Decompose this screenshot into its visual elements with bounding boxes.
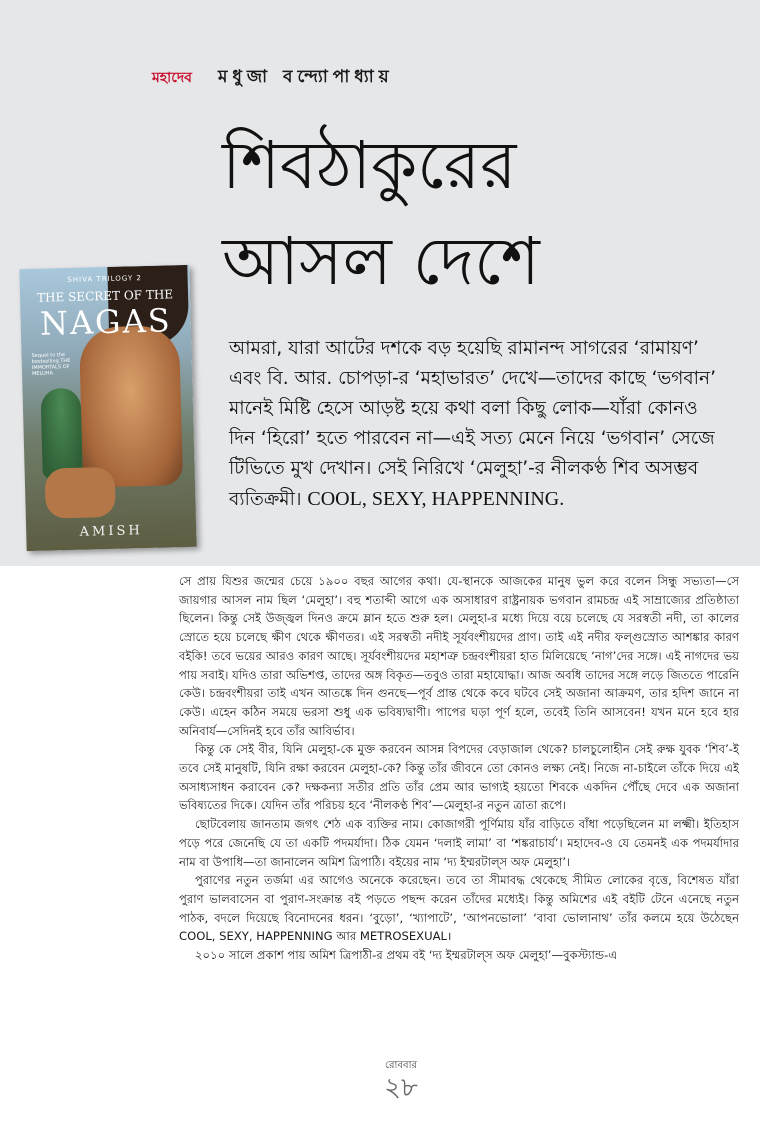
- headline-line-1: শিবঠাকুরের: [222, 127, 517, 204]
- cobra-icon: [40, 388, 82, 479]
- section-label: মহাদেব: [152, 70, 192, 86]
- footer-day: রোববার: [385, 1060, 417, 1071]
- lead-text: আমরা, যারা আটের দশকে বড় হয়েছি রামানন্দ সাগরের ‘রামায়ণ’ এবং বি. আর. চোপড়া-র ‘মহাভারত’ দেখে—তাদের কাছে ‘ভগবান’ মানেই মিষ্টি হেসে আড়ষ্ট হয়ে কথা বলা কিছু লোক—যাঁরা কোনও দিন ‘হিরো’ হতে পারবেন না—এই সত্য মেনে নিয়ে ‘ভগবান’ সেজে টিভিতে মুখ দেখান। সেই নিরিখে ‘মেলুহা’-র নীলকণ্ঠ শিব অসম্ভব ব্যতিক্রমী।: [229, 338, 716, 510]
- panel-edge: [760, 0, 770, 566]
- body-paragraph: পুরাণের নতুন তর্জমা এর আগেও অনেকে করেছেন। তবে তা সীমাবদ্ধ থেকেছে সীমিত লোকের বৃত্তে, বিশেষত যাঁরা পুরাণ ভালবাসেন বা পুরাণ-সংক্রান্ত বই পড়তে পছন্দ করেন তাঁদের মধ্যেই। কিন্তু অমিশের এই বইটি টেনে এনেছে নতুন পাঠক, বদলে দিয়েছে বিনোদনের ধরন। ‘বুড়ো’, ‘খ্যাপাটে’, ‘আপনভোলা’ ‘বাবা ভোলানাথ’ তাঁর কলমে হয়ে উঠেছেন COOL, SEXY, HAPPENNING আর METROSEXUAL।: [179, 873, 739, 944]
- body-paragraph: ছোটবেলায় জানতাম জগৎ শেঠ এক ব্যক্তির নাম। কোজাগরী পূর্ণিমায় যাঁর বাড়িতে বাঁধা পড়েছিলেন মা লক্ষ্মী। ইতিহাস পড়ে পরে জেনেছি যে তা একটি পদমর্যাদা। ঠিক যেমন ‘দলাই লামা’ বা ‘শঙ্করাচার্য’। মহাদেব-ও যে তেমনই এক পদমর্যাদার নাম বা উপাধি—তা জানালেন অমিশ ত্রিপাঠি। বইয়ের নাম ‘দ্য ইম্মরটাল্‌স অফ মেলুহা’।: [179, 817, 739, 869]
- lead-paragraph: [229, 334, 729, 515]
- body-paragraph: কিন্তু কে সেই বীর, যিনি মেলুহা-কে মুক্ত করবেন আসন্ন বিপদের বেড়াজাল থেকে? চালচুলোহীন সেই রুক্ষ যুবক ‘শিব’-ই তবে সেই মানুষটি, যিনি রক্ষা করবেন মেলুহা-কে? কিন্তু তাঁর জীবনে তো কোনও লক্ষ্য নেই। নিজে না-চাইলে তাঁকে দিয়ে এই অসাধ্যসাধন করাবেন কে? দক্ষকন্যা সতীর প্রতি তাঁর প্রেম আর ভাগ্যই হয়তো শিবকে একদিন পৌঁছে দেবে এক অজানা ভবিষ্যতের দিকে। যেদিন তাঁর পরিচয় হবে ‘নীলকণ্ঠ শিব’—মেলুহা-র নতুন ত্রাতা রূপে।: [179, 742, 739, 813]
- body-paragraph: ২০১০ সালে প্রকাশ পায় অমিশ ত্রিপাঠী-র প্রথম বই ‘দ্য ইম্মরটাল্‌স অফ মেলুহা’—বুকস্ট্যান্ড-এ: [195, 948, 618, 963]
- cover-figure: [79, 325, 183, 488]
- body-paragraph: সে প্রায় যিশুর জন্মের চেয়ে ১৯০০ বছর আগের কথা। যে-স্থানকে আজকের মানুষ ভুল করে বলেন সিন্ধু সভ্যতা—সে জায়গার আসল নাম ছিল ‘মেলুহা’। বহু শতাব্দী আগে এক অসাধারণ রাষ্ট্রনায়ক ভগবান রামচন্দ্র এই সাম্রাজ্যের প্রতিষ্ঠাতা ছিলেন। কিন্তু সেই উজ্জ্বল দিনও ক্রমে ম্লান হতে শুরু হল। মেলুহা-র মধ্যে দিয়ে বয়ে চলেছে যে সরস্বতী নদী, তা কালের স্রোতে হয়ে চলেছে ক্ষীণ থেকে ক্ষীণতর। এই সরস্বতী নদীই সূর্যবংশীয়দের প্রাণ। তাই এই নদীর ফল্গুস্রোত আশঙ্কার কারণ বইকি! তবে ভয়ের আরও কারণ আছে। সূর্যবংশীয়দের মহাশত্রু চন্দ্রবংশীয়রা হাত মিলিয়েছে ‘নাগ’দের সঙ্গে। এই নাগদের ভয় পায় সবাই। যদিও তারা অভিশপ্ত, তাদের অঙ্গ বিকৃত—তবুও তারা মহাযোদ্ধা। আজ অবধি তাদের সঙ্গে লড়ে জিততে পারেনি কেউ। চন্দ্রবংশীয়রা তাই এখন আতঙ্কে দিন গুনছে—পূর্ব প্রান্ত থেকে কবে ঘটবে সেই অজানা আক্রমণ, তার হদিশ জানে না কেউ। এহেন কঠিন সময়ে ভরসা শুধু এক ভবিষ্যদ্বাণী। পাপের ঘড়া পূর্ণ হলে, তবেই তিনি আসবেন! যখন মনে হবে হার অনিবার্য—সেদিনই হবে তাঁর আবির্ভাব।: [179, 574, 739, 738]
- book-cover-image: [19, 265, 196, 551]
- byline: [152, 64, 394, 92]
- headline-line-2: আসল দেশে: [222, 223, 540, 300]
- lead-english: COOL, SEXY, HAPPENNING.: [307, 488, 565, 510]
- page-footer: [366, 1058, 436, 1101]
- cover-hand: [45, 467, 116, 519]
- cover-title-line-1: THE SECRET OF THE: [36, 287, 174, 305]
- author-name: মধুজা বন্দ্যোপাধ্যায়: [217, 67, 394, 87]
- cover-series: SHIVA TRILOGY 2: [67, 274, 142, 285]
- cover-sequel-note: Sequel to the bestselling THE IMMORTALS OF MELUHA: [31, 352, 71, 377]
- headline: [222, 118, 642, 310]
- cover-title-line-2: NAGAS: [39, 301, 173, 343]
- cover-author: AMISH: [79, 523, 143, 540]
- page-number: ২৮: [384, 1073, 418, 1103]
- article-body: [179, 572, 739, 965]
